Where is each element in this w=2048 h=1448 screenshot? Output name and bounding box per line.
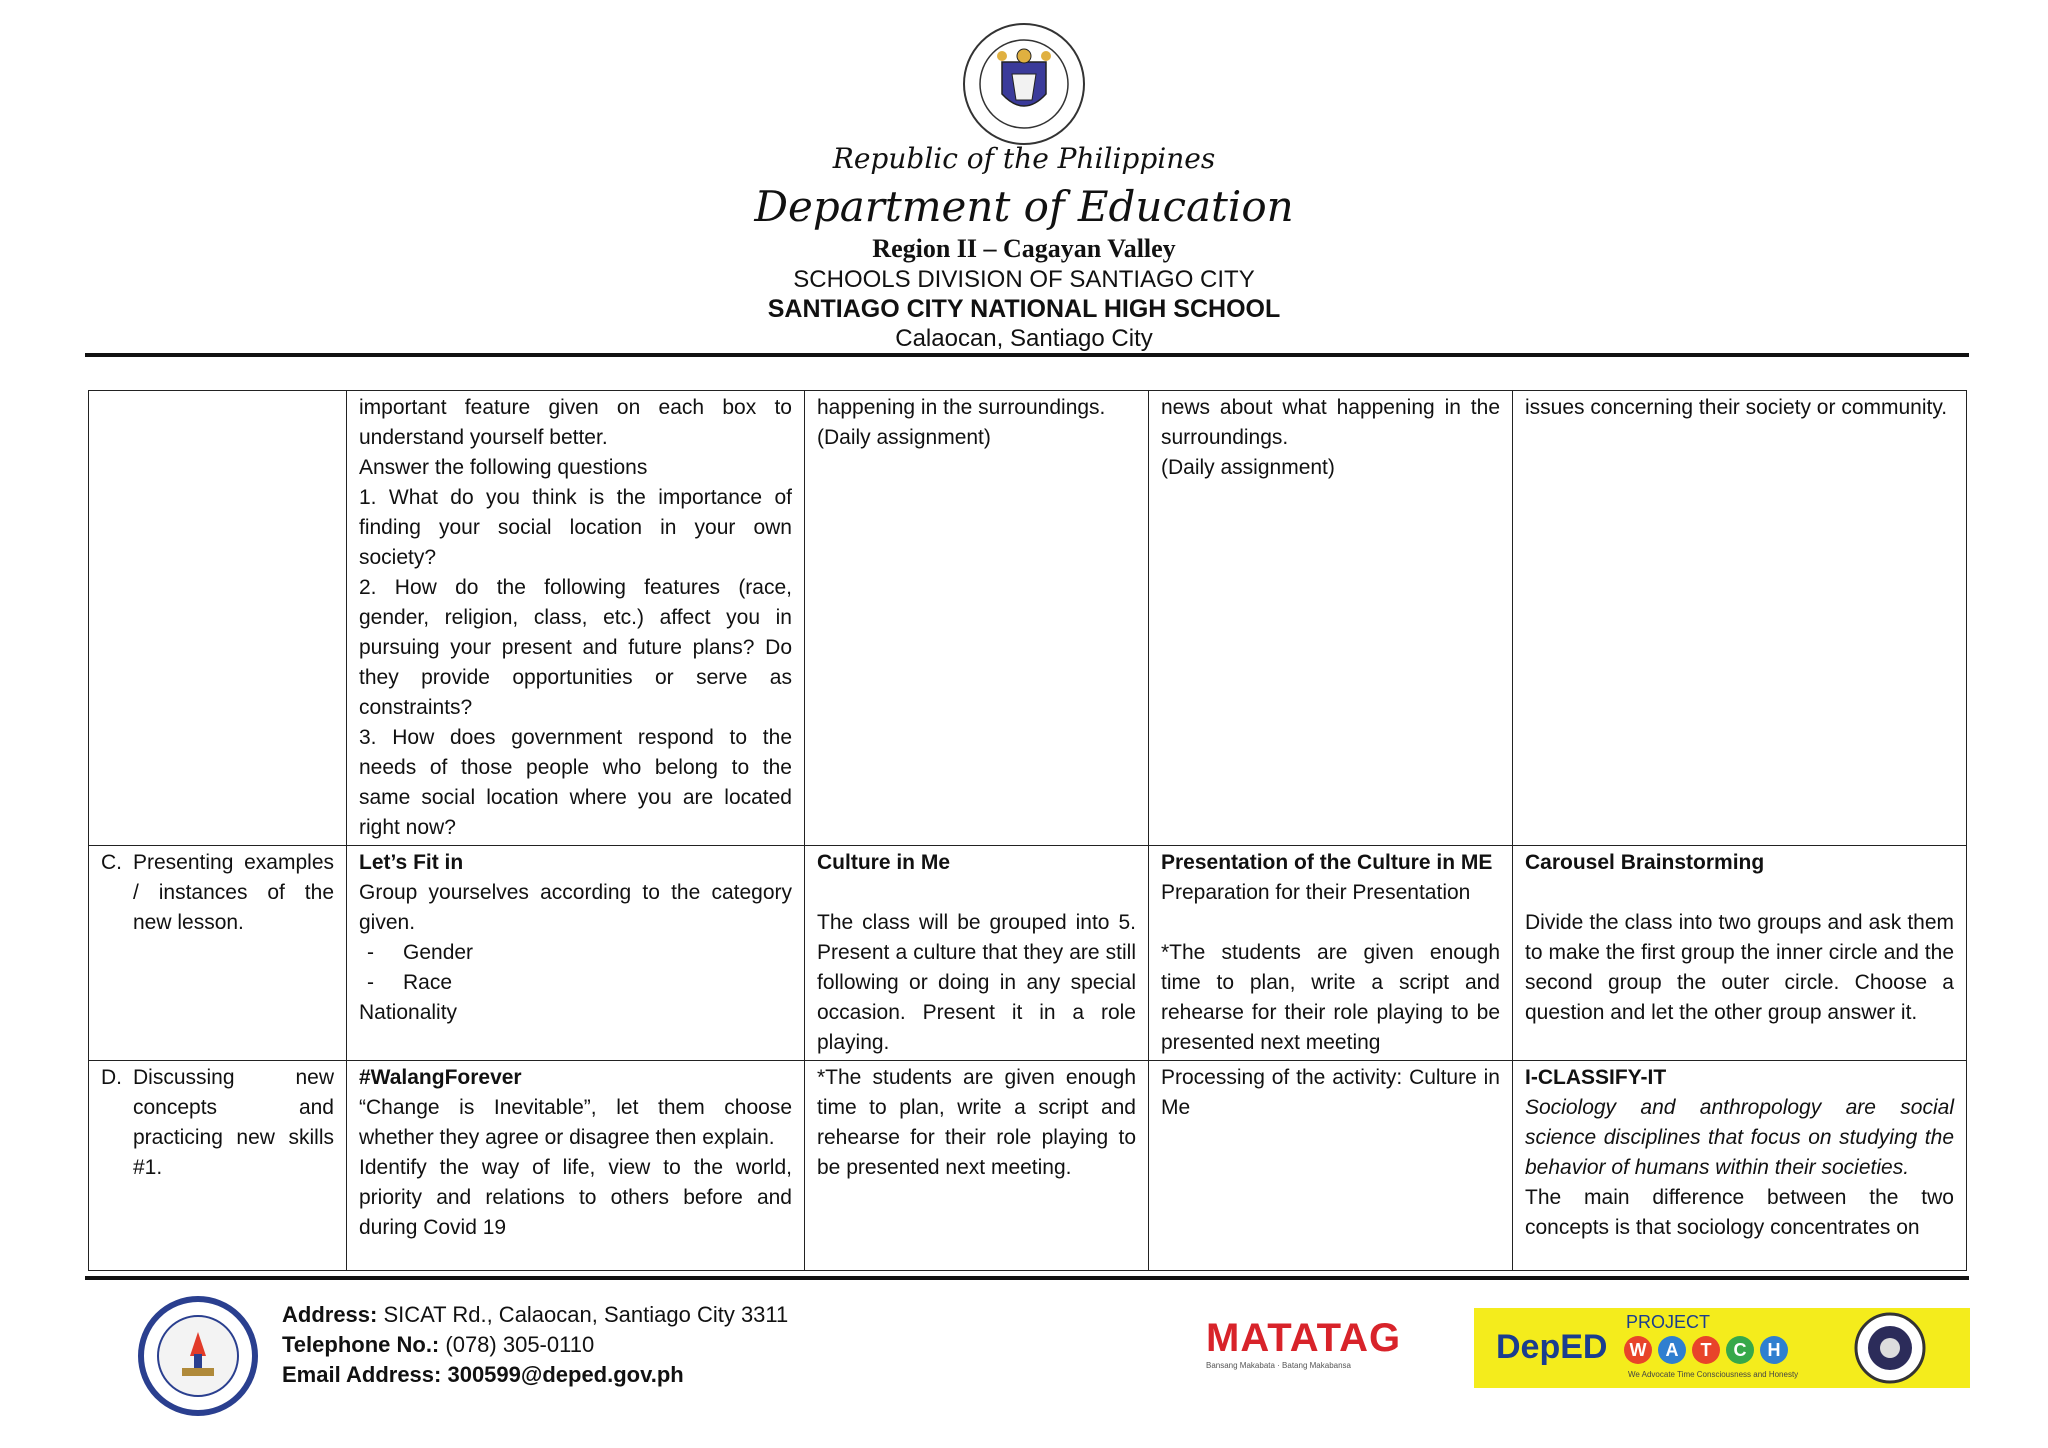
table-cell: Processing of the activity: Culture in Me: [1149, 1061, 1513, 1271]
table-cell: happening in the surroundings. (Daily assignment): [805, 391, 1149, 846]
table-cell: issues concerning their society or community.: [1513, 391, 1967, 846]
row-label-cell: [89, 846, 347, 1061]
matatag-logo: MATATAG Bansang Makabata · Batang Makabansa: [1206, 1316, 1402, 1370]
activity-title: Carousel Brainstorming: [1525, 851, 1765, 874]
row-label-cell: [89, 1061, 347, 1271]
contact-info: Address: SICAT Rd., Calaocan, Santiago City 3311 Telephone No.: (078) 305-0110 Email Address: 300599@deped.gov.ph: [282, 1302, 789, 1387]
republic-line: Republic of the Philippines: [832, 142, 1216, 175]
row-letter: C.: [101, 851, 122, 874]
row-label: Discussing new concepts and practicing new skills #1.: [133, 1066, 334, 1179]
lesson-log-table: [88, 390, 1967, 1271]
row-letter: D.: [101, 1066, 122, 1089]
table-cell: Presentation of the Culture in ME Preparation for their Presentation *The students are given enough time to plan, write a script and rehearse for their role playing to be presented next meeting: [1149, 846, 1513, 1061]
row-label-cell: [89, 391, 347, 846]
table-row: [89, 391, 1967, 846]
list-item: - Race: [359, 968, 792, 998]
address-text: SICAT Rd., Calaocan, Santiago City 3311: [377, 1302, 789, 1327]
project-watch-banner: DepED PROJECT W A T C H We Advocate Time Consciousness and Honesty: [1474, 1308, 1970, 1388]
table-cell: Let’s Fit in Group yourselves according to the category given. - Gender - Race Nationality: [347, 846, 805, 1061]
division-line: SCHOOLS DIVISION OF SANTIAGO CITY: [793, 266, 1255, 293]
list-item: - Gender: [359, 938, 792, 968]
watch-letters: W A T C H: [1624, 1336, 1788, 1364]
table-row: [89, 1061, 1967, 1271]
school-seal-icon: [138, 1296, 258, 1416]
deped-seal-icon: [962, 22, 1086, 146]
activity-title: I-CLASSIFY-IT: [1525, 1066, 1667, 1089]
activity-title: Presentation of the Culture in ME: [1161, 851, 1493, 874]
footer-divider: [85, 1276, 1969, 1280]
page-footer: [0, 1290, 2048, 1448]
telephone-text: (078) 305-0110: [439, 1332, 595, 1357]
table-cell: Culture in Me The class will be grouped into 5. Present a culture that they are still following or doing in any special occasion. Present it in a role playing.: [805, 846, 1149, 1061]
header-divider: [85, 353, 1969, 357]
table-cell: *The students are given enough time to plan, write a script and rehearse for their role playing to be presented next meeting.: [805, 1061, 1149, 1271]
table-cell: news about what happening in the surroundings. (Daily assignment): [1149, 391, 1513, 846]
table-cell: important feature given on each box to understand yourself better. Answer the following questions 1. What do you think is the importance of finding your social location in your own society? 2. How do the following features (race, gender, religion, class, etc.) affect you in pursuing your present and future plans? Do they provide opportunities or serve as constraints? 3. How does government respond to the needs of those people who belong to the same social location where you are located right now?: [347, 391, 805, 846]
row-label: Presenting examples / instances of the new lesson.: [133, 851, 334, 934]
deped-logo: DepED: [1496, 1328, 1608, 1366]
activity-title: Culture in Me: [817, 851, 951, 874]
activity-title: #WalangForever: [359, 1066, 522, 1089]
region-line: Region II – Cagayan Valley: [872, 234, 1176, 263]
division-seal-icon: [1852, 1310, 1928, 1386]
table-cell: #WalangForever “Change is Inevitable”, let them choose whether they agree or disagree then explain. Identify the way of life, view to the world, priority and relations to others before and during Covid 19: [347, 1061, 805, 1271]
email-text[interactable]: 300599@deped.gov.ph: [447, 1362, 684, 1387]
table-row: [89, 846, 1967, 1061]
department-title: Department of Education: [754, 182, 1294, 231]
school-name: SANTIAGO CITY NATIONAL HIGH SCHOOL: [767, 295, 1281, 323]
table-cell: Carousel Brainstorming Divide the class into two groups and ask them to make the first group the inner circle and the second group the outer circle. Choose a question and let the other group answer it.: [1513, 846, 1967, 1061]
activity-title: Let’s Fit in: [359, 851, 464, 874]
table-cell: I-CLASSIFY-IT Sociology and anthropology are social science disciplines that focus on studying the behavior of humans within their societies. The main difference between the two concepts is that sociology concentrates on: [1513, 1061, 1967, 1271]
school-location: Calaocan, Santiago City: [895, 325, 1153, 352]
